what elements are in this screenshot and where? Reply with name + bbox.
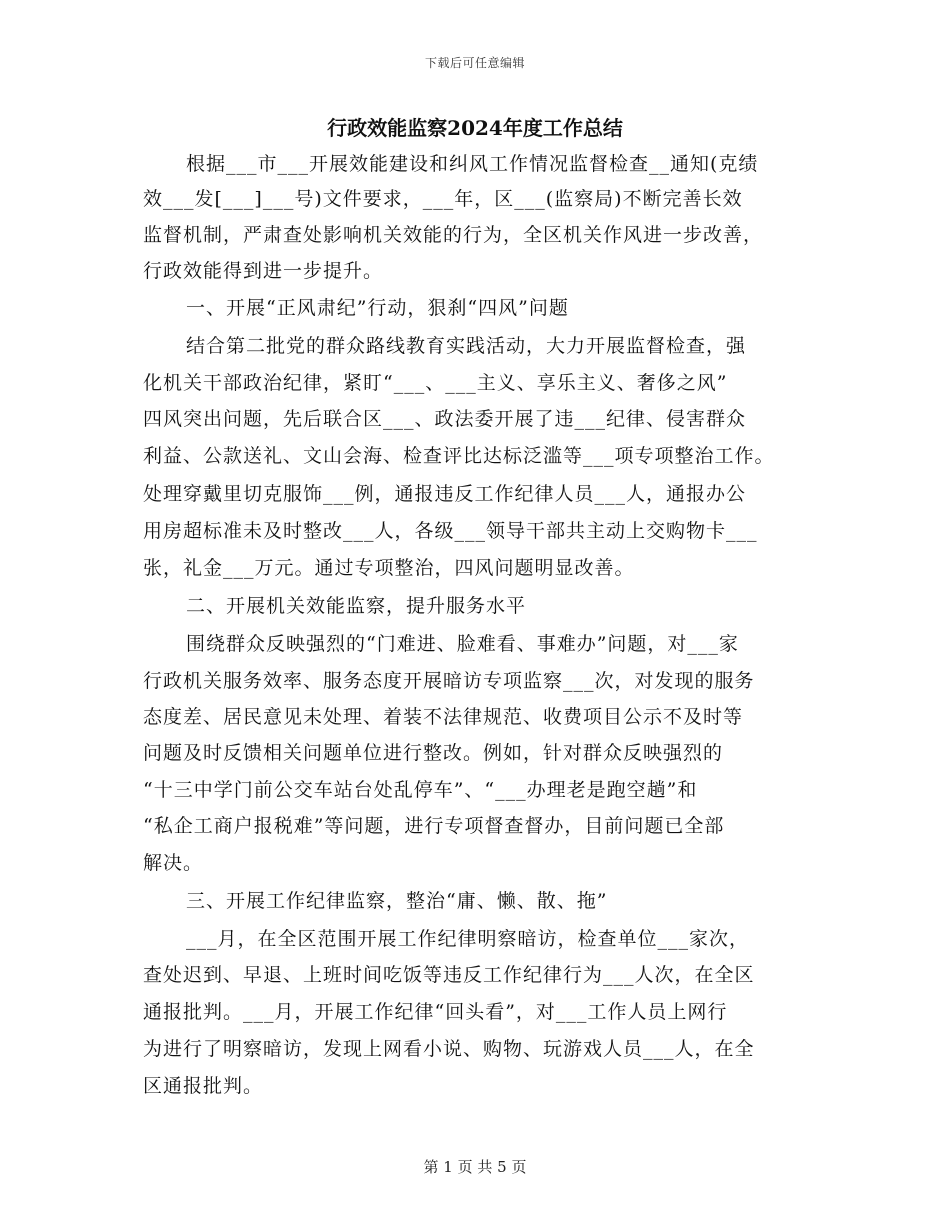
section-heading: 一、开展“正风肃纪”行动，狠刹“四风”问题 bbox=[186, 297, 569, 319]
paragraph-line: 化机关干部政治纪律，紧盯“___、___主义、享乐主义、奢侈之风” bbox=[143, 372, 728, 394]
paragraph-line: 效___发[___]___号)文件要求，___年，区___(监察局)不断完善长效 bbox=[143, 188, 743, 210]
paragraph-line: 四风突出问题，先后联合区___、政法委开展了违___纪律、侵害群众 bbox=[143, 408, 747, 430]
paragraph-line: 用房超标准未及时整改___人，各级___领导干部共主动上交购物卡___ bbox=[143, 520, 758, 542]
paragraph-line: 区通报批判。 bbox=[143, 1075, 264, 1097]
paragraph-line: 查处迟到、早退、上班时间吃饭等违反工作纪律行为___人次，在全区 bbox=[143, 964, 755, 986]
paragraph-line: 处理穿戴里切克服饰___例，通报违反工作纪律人员___人，通报办公 bbox=[143, 483, 747, 505]
paragraph-line: 结合第二批党的群众路线教育实践活动，大力开展监督检查，强 bbox=[186, 335, 747, 357]
page-number-footer: 第 1 页 共 5 页 bbox=[423, 1158, 527, 1176]
paragraph-line: 利益、公款送礼、文山会海、检查评比达标泛滥等___项专项整治工作。 bbox=[143, 445, 775, 467]
paragraph-line: 行政效能得到进一步提升。 bbox=[143, 260, 384, 282]
section-heading: 三、开展工作纪律监察，整治“庸、懒、散、拖” bbox=[186, 890, 608, 912]
document-title: 行政效能监察2024年度工作总结 bbox=[327, 116, 623, 140]
paragraph-line: 根据___市___开展效能建设和纠风工作情况监督检查__通知(克绩 bbox=[186, 153, 759, 175]
header-note: 下载后可任意编辑 bbox=[424, 56, 525, 70]
paragraph-line: 通报批判。___月，开展工作纪律“回头看”，对___工作人员上网行 bbox=[143, 1001, 728, 1023]
paragraph-line: “十三中学门前公交车站台处乱停车”、“___办理老是跑空趟”和 bbox=[143, 779, 698, 801]
paragraph-line: 解决。 bbox=[143, 852, 204, 874]
paragraph-line: 态度差、居民意见未处理、着装不法律规范、收费项目公示不及时等 bbox=[143, 706, 744, 728]
paragraph-line: ___月，在全区范围开展工作纪律明察暗访，检查单位___家次， bbox=[186, 928, 750, 950]
paragraph-line: 为进行了明察暗访，发现上网看小说、购物、玩游戏人员___人，在全 bbox=[143, 1038, 755, 1060]
paragraph-line: 问题及时反馈相关问题单位进行整改。例如，针对群众反映强烈的 bbox=[143, 742, 724, 764]
paragraph-line: 行政机关服务效率、服务态度开展暗访专项监察___次，对发现的服务 bbox=[143, 670, 755, 692]
paragraph-line: 张，礼金___万元。通过专项整治，四风问题明显改善。 bbox=[143, 557, 635, 579]
paragraph-line: 监督机制，严肃查处影响机关效能的行为，全区机关作风进一步改善， bbox=[143, 224, 764, 246]
paragraph-line: “私企工商户报税难”等问题，进行专项督查督办，目前问题已全部 bbox=[143, 815, 725, 837]
paragraph-line: 围绕群众反映强烈的“门难进、脸难看、事难办”问题，对___家 bbox=[186, 633, 739, 655]
section-heading: 二、开展机关效能监察，提升服务水平 bbox=[186, 595, 527, 617]
